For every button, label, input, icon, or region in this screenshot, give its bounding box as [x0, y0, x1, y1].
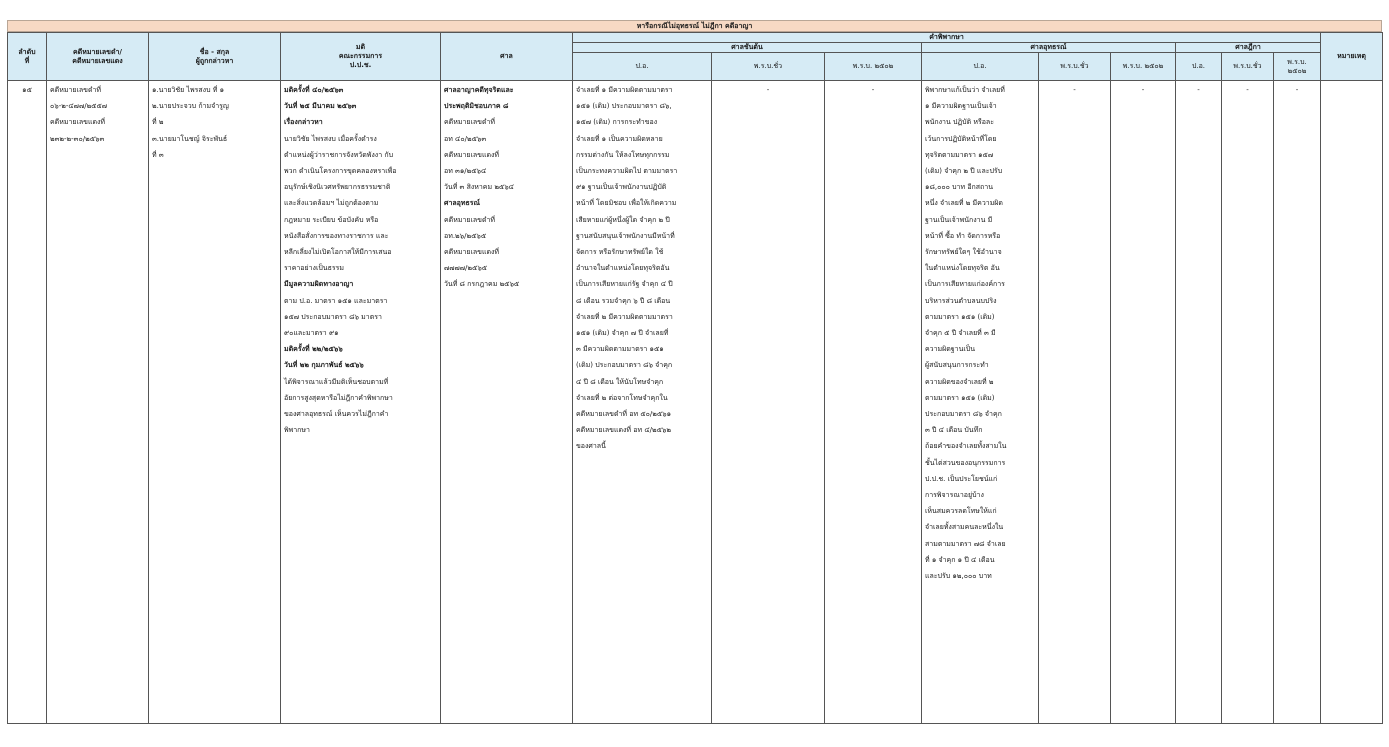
- header-appeal-prb-temp: พ.ร.บ.ชั่ว: [1039, 53, 1111, 81]
- resolution-line: พวก ดำเนินโครงการขุดคลองหราเพื่อ: [284, 167, 397, 176]
- header-seq: ลำดับ ที่: [8, 33, 47, 81]
- resolution-line: ๙๐และมาตรา ๙๑: [284, 329, 339, 338]
- resolution-line: ตาม ป.อ. มาตรา ๑๕๑ และมาตรา: [284, 296, 388, 305]
- resolution-lines: [284, 82, 437, 438]
- court-line: คดีหมายเลขดำที่: [444, 118, 496, 127]
- cell-first-po: จำเลยที่ ๑ มีความผิดตามมาตรา ๑๕๑ (เดิม) ประกอบมาตรา ๘๖, ๑๕๗ (เดิม) การกระทำของ จำเลยที่ ๑ เป็นความผิดหลาย กรรมต่างกัน ให้ลงโทษทุกกรรม เป็นกระทงความผิดไป ตามมาตรา ๙๑ ฐานเป็นเจ้าพนักงานปฏิบัติ หน้าที่ โดยมิชอบ เพื่อให้เกิดความ เสียหายแก่ผู้หนึ่งผู้ใด จำคุก ๒ ปี ฐานสนับสนุนเจ้าพนักงานมีหน้าที่ จัดการ หรือรักษาทรัพย์ใด ใช้ อำนาจในตำแหน่งโดยทุจริตอัน เป็นการเสียหายแก่รัฐ จำคุก ๔ ปี ๘ เดือน รวมจำคุก ๖ ปี ๘ เดือน จำเลยที่ ๒ มีความผิดตามมาตรา ๑๕๑ (เดิม) จำคุก ๗ ปี จำเลยที่ ๓ มีความผิดตามมาตรา ๑๕๑ (เดิม) ประกอบมาตรา ๘๖ จำคุก ๔ ปี ๘ เดือน ให้นับโทษจำคุก จำเลยที่ ๒ ต่อจากโทษจำคุกใน คดีหมายเลขดำที่ อท ๕๐/๒๕๖๑ คดีหมายเลขแดงที่ อท ๔/๒๕๖๒ ของศาลนี้: [573, 81, 712, 724]
- cell-name: ๑.นายวิชัย ไพรสงบ ที่ ๑ ๒.นายประจวบ ก้ามจำรูญ ที่ ๒ ๓.นายมาโนชญ์ จิระพันธ์ ที่ ๓: [149, 81, 281, 724]
- resolution-line: วันที่ ๒๒ กุมภาพันธ์ ๒๕๖๖: [284, 361, 364, 370]
- court-line: วันที่ ๘ กรกฎาคม ๒๕๖๕: [444, 280, 520, 289]
- cell-remark: [1321, 81, 1383, 724]
- header-supreme-prb-temp: พ.ร.บ.ชั่ว: [1222, 53, 1274, 81]
- cell-appeal-prb-2502: -: [1111, 81, 1176, 724]
- cell-first-prb-2502: -: [825, 81, 922, 724]
- court-line: ศาลอาญาคดีทุจริตและ: [444, 86, 514, 94]
- resolution-line: ของศาลอุทธรณ์ เห็นควรไม่ฎีกาคำ: [284, 410, 389, 419]
- header-court-first: ศาลชั้นต้น: [573, 43, 922, 53]
- header-judgment: คำพิพากษา: [573, 33, 1321, 43]
- header-court: ศาล: [441, 33, 573, 81]
- header-first-prb-temp: พ.ร.บ.ชั่ว: [712, 53, 825, 81]
- court-lines: [444, 82, 569, 293]
- cell-resolution: [281, 81, 441, 724]
- header-appeal-po: ป.อ.: [922, 53, 1039, 81]
- resolution-line: ได้พิจารณาแล้วมีมติเห็นชอบตามที่: [284, 377, 389, 386]
- header-name: ชื่อ - สกุล ผู้ถูกกล่าวหา: [149, 33, 281, 81]
- court-line: คดีหมายเลขแดงที่: [444, 150, 500, 159]
- resolution-line: กฎหมาย ระเบียบ ข้อบังคับ หรือ: [284, 215, 379, 224]
- resolution-line: มติครั้งที่ ๒๒/๒๕๖๖: [284, 345, 343, 354]
- header-supreme-po: ป.อ.: [1176, 53, 1222, 81]
- cell-seq: ๑๕: [8, 81, 47, 724]
- court-line: อท ๔๐/๒๕๖๓: [444, 134, 487, 143]
- court-line: อท ๓๑/๒๕๖๔: [444, 167, 487, 176]
- cell-court: [441, 81, 573, 724]
- court-line: วันที่ ๓ สิงหาคม ๒๕๖๔: [444, 183, 514, 192]
- cell-first-prb-temp: -: [712, 81, 825, 724]
- table-row: [8, 81, 1383, 724]
- header-first-po: ป.อ.: [573, 53, 712, 81]
- cell-supreme-prb-temp: -: [1222, 81, 1274, 724]
- court-line: ๗๗๗๗/๒๕๖๕: [444, 264, 488, 273]
- header-court-supreme: ศาลฎีกา: [1176, 43, 1321, 53]
- cell-case-no: คดีหมายเลขดำที่ ๐๖-๒-๔๗๗/๒๕๕๗ คดีหมายเลขแดงที่ ๒๓๒-๒-๓๐/๒๕๖๓: [47, 81, 149, 724]
- header-first-prb-2502: พ.ร.บ. ๒๕๐๒: [825, 53, 922, 81]
- resolution-line: วันที่ ๒๕ มีนาคม ๒๕๖๓: [284, 102, 357, 111]
- header-case-no: คดีหมายเลขดำ/ คดีหมายเลขแดง: [47, 33, 149, 81]
- resolution-line: พิพากษา: [284, 426, 310, 435]
- court-line: ประพฤติมิชอบภาค ๘: [444, 102, 509, 111]
- resolution-line: มติครั้งที่ ๔๐/๒๕๖๓: [284, 86, 344, 94]
- resolution-line: หลีกเลี่ยงไม่เปิดโอกาสให้มีการเสนอ: [284, 248, 392, 257]
- header-resolution: มติ คณะกรรมการ ป.ป.ช.: [281, 33, 441, 81]
- case-table: [7, 32, 1383, 724]
- resolution-line: และสิ่งแวดล้อมฯ ไม่ถูกต้องตาม: [284, 199, 379, 208]
- header-remark: หมายเหตุ: [1321, 33, 1383, 81]
- court-line: ศาลอุทธรณ์: [444, 199, 481, 208]
- court-line: คดีหมายเลขแดงที่: [444, 248, 500, 257]
- table-title: หารือกรณีไม่อุทธรณ์ ไม่ฎีกา คดีอาญา: [7, 20, 1382, 32]
- resolution-line: ๑๕๗ ประกอบมาตรา ๘๖ มาตรา: [284, 312, 382, 321]
- court-line: คดีหมายเลขดำที่: [444, 215, 496, 224]
- court-line: อท.๒๖/๒๕๖๕: [444, 231, 487, 240]
- resolution-line: อนุรักษ์เชิงนิเวศทรัพยากรธรรมชาติ: [284, 183, 391, 192]
- header-court-appeal: ศาลอุทธรณ์: [922, 43, 1176, 53]
- header-supreme-prb-2502: พ.ร.บ. ๒๕๐๒: [1274, 53, 1321, 81]
- resolution-line: อัยการสูงสุดหารือไม่ฎีกาคำพิพากษา: [284, 393, 393, 402]
- resolution-line: มีมูลความผิดทางอาญา: [284, 280, 354, 289]
- resolution-line: ตำแหน่งผู้ว่าราชการจังหวัดพังงา กับ: [284, 150, 394, 159]
- resolution-line: หนังสือสั่งการของทางราชการ และ: [284, 231, 389, 240]
- cell-supreme-po: -: [1176, 81, 1222, 724]
- cell-appeal-po: พิพากษาแก้เป็นว่า จำเลยที่ ๑ มีความผิดฐานเป็นเจ้า พนักงาน ปฏิบัติ หรือละ เว้นการปฏิบัติหน้าที่โดย ทุจริตตามมาตรา ๑๕๗ (เดิม) จำคุก ๒ ปี และปรับ ๑๘,๐๐๐ บาท อีกสถาน หนึ่ง จำเลยที่ ๒ มีความผิด ฐานเป็นเจ้าพนักงาน มี หน้าที่ ซื้อ ทำ จัดการหรือ รักษาทรัพย์ใดๆ ใช้อำนาจ ในตำแหน่งโดยทุจริต อัน เป็นการเสียหายแก่องค์การ บริหารส่วนตำบลนบปริง ตามมาตรา ๑๕๑ (เดิม) จำคุก ๕ ปี จำเลยที่ ๓ มี ความผิดฐานเป็น ผู้สนับสนุนการกระทำ ความผิดของจำเลยที่ ๒ ตามมาตรา ๑๕๑ (เดิม) ประกอบมาตรา ๘๖ จำคุก ๓ ปี ๔ เดือน บันทึก ถ้อยคำของจำเลยทั้งสามใน ชั้นไต่สวนของอนุกรรมการ ป.ป.ช. เป็นประโยชน์แก่ การพิจารณาอยู่บ้าง เห็นสมควรลดโทษให้แก่ จำเลยทั้งสามคนละหนึ่งใน สามตามมาตรา ๗๘ จำเลย ที่ ๑ จำคุก ๑ ปี ๔ เดือน และปรับ ๑๒,๐๐๐ บาท: [922, 81, 1039, 724]
- resolution-line: ราคาอย่างเป็นธรรม: [284, 264, 344, 273]
- resolution-line: นายวิชัย ไพรสงบ เมื่อครั้งดำรง: [284, 134, 377, 143]
- resolution-line: เรื่องกล่าวหา: [284, 118, 323, 127]
- cell-supreme-prb-2502: -: [1274, 81, 1321, 724]
- cell-appeal-prb-temp: -: [1039, 81, 1111, 724]
- header-appeal-prb-2502: พ.ร.บ. ๒๕๐๒: [1111, 53, 1176, 81]
